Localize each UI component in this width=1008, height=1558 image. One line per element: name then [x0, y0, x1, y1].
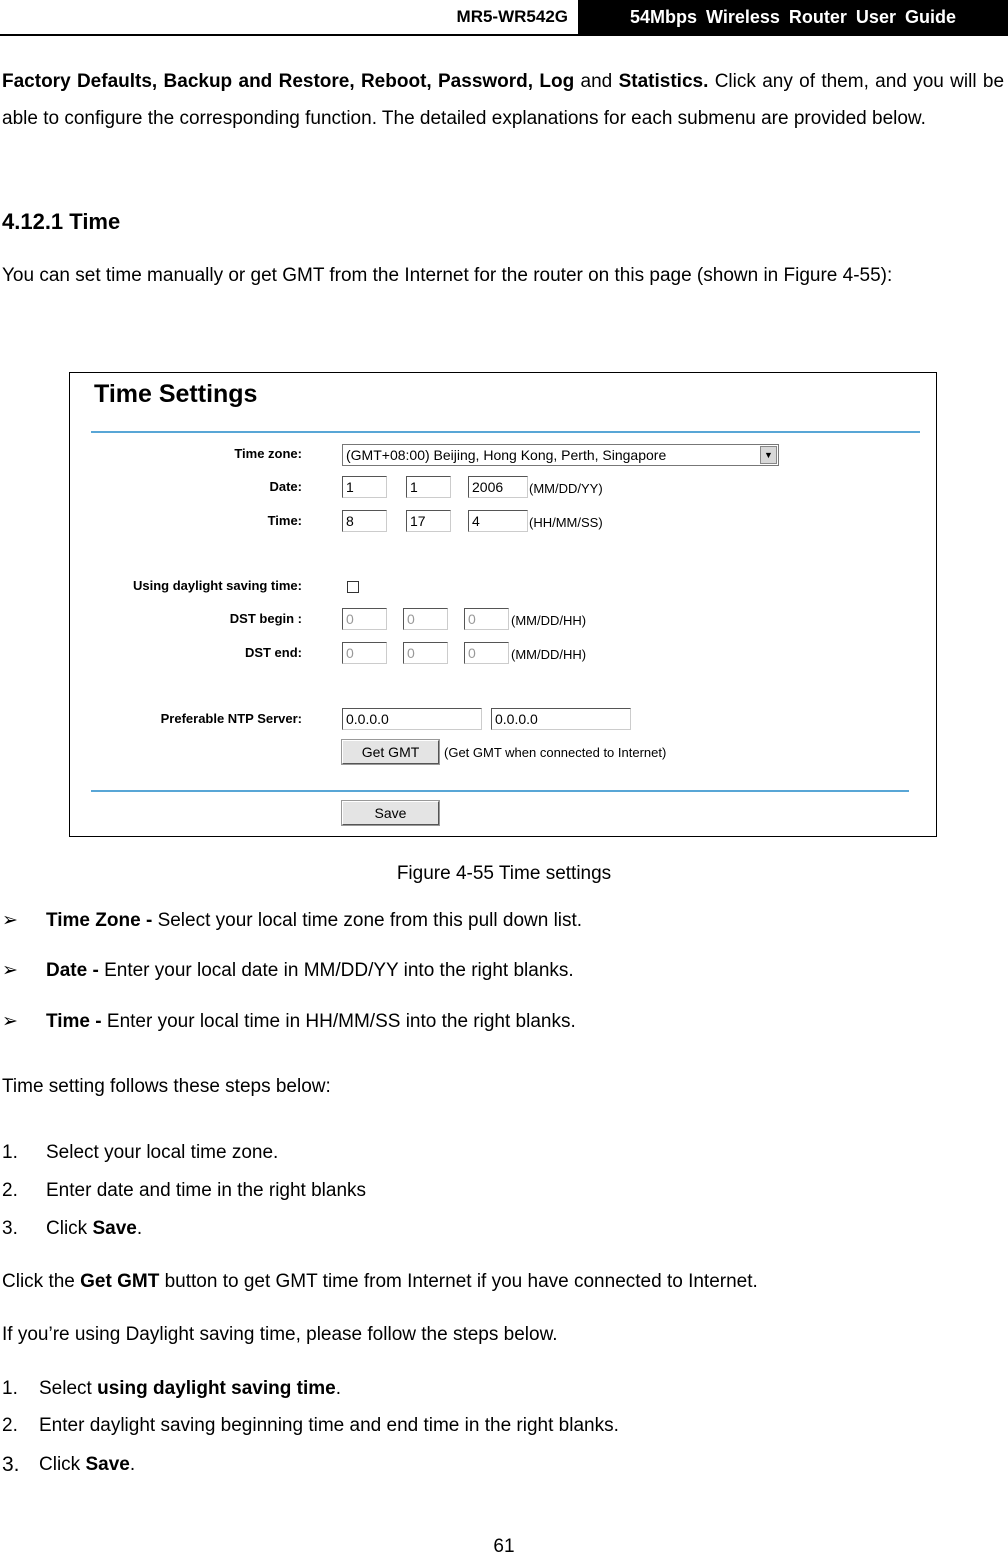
dst-begin-format-note: (MM/DD/HH): [511, 613, 587, 628]
header-model: MR5-WR542G: [456, 7, 568, 26]
arrow-bullet-icon: ➢: [2, 960, 18, 981]
date-format-note: (MM/DD/YY): [529, 481, 603, 496]
dst-checkbox[interactable]: [347, 581, 359, 593]
intro-paragraph: Factory Defaults, Backup and Restore, Reboot, Password, Log and Statistics. Click any of them, and you will be able to configure the corresponding function. The detailed explanations for each submenu are provided below.: [2, 71, 1005, 129]
header-rule: [0, 34, 1008, 36]
figure-caption: Figure 4-55 Time settings: [396, 863, 612, 884]
date-label: Date:: [269, 479, 302, 494]
dst-begin-day-input[interactable]: 0: [403, 608, 448, 630]
header-title: 54Mbps Wireless Router User Guide: [578, 0, 1008, 34]
arrow-bullet-icon: ➢: [2, 910, 18, 931]
dst-end-month-input[interactable]: 0: [342, 642, 387, 664]
date-day-input[interactable]: 1: [406, 476, 451, 498]
figure-title: Time Settings: [94, 380, 258, 408]
dst-begin-label: DST begin :: [229, 611, 302, 626]
dst-end-label: DST end:: [244, 645, 302, 660]
bottom-divider: [91, 790, 909, 792]
get-gmt-note: (Get GMT when connected to Internet): [444, 745, 667, 760]
chevron-down-icon[interactable]: ▼: [760, 446, 777, 464]
ntp-server-1-input[interactable]: 0.0.0.0: [342, 708, 482, 730]
get-gmt-paragraph: Click the Get GMT button to get GMT time from Internet if you have connected to Internet.: [2, 1271, 758, 1292]
time-format-note: (HH/MM/SS): [529, 515, 603, 530]
dst-begin-hour-input[interactable]: 0: [464, 608, 509, 630]
save-button[interactable]: Save: [342, 801, 439, 825]
dst-end-day-input[interactable]: 0: [403, 642, 448, 664]
steps-intro: Time setting follows these steps below:: [2, 1076, 331, 1097]
ntp-label: Preferable NTP Server:: [160, 711, 302, 726]
time-minute-input[interactable]: 17: [406, 510, 451, 532]
dst-begin-month-input[interactable]: 0: [342, 608, 387, 630]
time-zone-value: (GMT+08:00) Beijing, Hong Kong, Perth, Singapore: [346, 447, 667, 463]
top-divider: [91, 431, 920, 433]
dst-intro: If you’re using Daylight saving time, please follow the steps below.: [2, 1324, 558, 1345]
time-label: Time:: [267, 513, 302, 528]
time-settings-figure: [69, 372, 937, 837]
section-text: You can set time manually or get GMT from the Internet for the router on this page (shown in Figure 4-55):: [2, 265, 893, 286]
section-heading: 4.12.1 Time: [2, 209, 121, 234]
date-year-input[interactable]: 2006: [468, 476, 528, 498]
dst-label: Using daylight saving time:: [132, 578, 302, 593]
time-hour-input[interactable]: 8: [342, 510, 387, 532]
time-zone-label: Time zone:: [234, 446, 302, 461]
time-second-input[interactable]: 4: [468, 510, 528, 532]
get-gmt-button[interactable]: Get GMT: [342, 740, 439, 764]
page-number: 61: [493, 1536, 515, 1557]
time-zone-select[interactable]: [342, 444, 779, 466]
dst-end-format-note: (MM/DD/HH): [511, 647, 587, 662]
arrow-bullet-icon: ➢: [2, 1011, 18, 1032]
dst-end-hour-input[interactable]: 0: [464, 642, 509, 664]
ntp-server-2-input[interactable]: 0.0.0.0: [491, 708, 631, 730]
date-month-input[interactable]: 1: [342, 476, 387, 498]
